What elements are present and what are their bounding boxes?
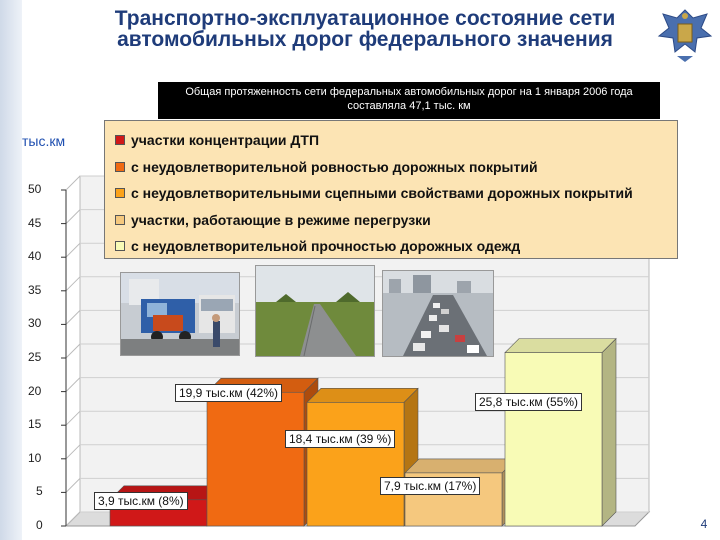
legend-item	[115, 127, 667, 154]
bar	[307, 402, 404, 526]
road-photo	[255, 265, 375, 357]
chart-legend	[104, 120, 678, 259]
bar-side	[602, 339, 616, 526]
bar-top	[505, 339, 616, 353]
gridline-diagonal	[66, 344, 80, 358]
gridline-diagonal	[66, 445, 80, 459]
gridline-diagonal	[66, 478, 80, 492]
gridline-diagonal	[66, 176, 80, 190]
page-title: Транспортно-эксплуатационное состояние сети автомобильных дорог федерального значения	[114, 7, 616, 51]
legend-item	[115, 154, 667, 181]
gridline-diagonal	[66, 378, 80, 392]
legend-swatch	[115, 215, 125, 225]
bar	[505, 353, 602, 526]
chart-subtitle: Общая протяженность сети федеральных автомобильных дорог на 1 января 2006 года составляла 47,1 тыс. км	[158, 82, 660, 119]
data-label: 18,4 тыс.км (39 %)	[285, 430, 395, 448]
legend-label: с неудовлетворительной ровностью дорожных покрытий	[131, 158, 538, 175]
y-tick-label: 5	[36, 484, 43, 499]
bar	[207, 392, 304, 526]
y-tick-label: 45	[28, 215, 42, 230]
y-tick-label: 20	[28, 383, 42, 398]
y-tick-label: 15	[28, 417, 42, 432]
y-tick-label: 25	[28, 350, 42, 364]
data-label: 19,9 тыс.км (42%)	[175, 384, 282, 402]
y-axis-unit-label: тыс.км	[22, 133, 66, 149]
y-tick-label: 50	[28, 182, 42, 196]
data-label: 7,9 тыс.км (17%)	[380, 477, 480, 495]
legend-label: участки, работающие в режиме перегрузки	[131, 211, 431, 228]
bar-top	[307, 388, 418, 402]
legend-label: с неудовлетворительными сцепными свойствами дорожных покрытий	[131, 185, 633, 202]
gridline-diagonal	[66, 277, 80, 291]
gridline-diagonal	[66, 210, 80, 224]
legend-swatch	[115, 241, 125, 251]
y-tick-label: 0	[36, 518, 43, 532]
page-number: 4	[700, 517, 708, 531]
legend-swatch	[115, 135, 125, 145]
bar-top	[405, 459, 516, 473]
legend-item	[115, 233, 667, 260]
y-tick-label: 35	[28, 282, 42, 297]
gridline-diagonal	[66, 243, 80, 257]
legend-item	[115, 207, 667, 234]
legend-swatch	[115, 188, 125, 198]
legend-swatch	[115, 162, 125, 172]
traffic-jam-photo	[382, 270, 494, 357]
data-label: 3,9 тыс.км (8%)	[94, 492, 188, 510]
gridline-diagonal	[66, 411, 80, 425]
legend-item	[115, 180, 667, 207]
legend-label: с неудовлетворительной прочностью дорожных одежд	[131, 238, 521, 255]
y-tick-label: 30	[28, 316, 42, 331]
y-tick-label: 10	[28, 450, 42, 465]
accident-photo	[120, 272, 240, 356]
data-label: 25,8 тыс.км (55%)	[475, 393, 582, 411]
gridline-diagonal	[66, 310, 80, 324]
legend-label: участки концентрации ДТП	[131, 132, 320, 149]
y-tick-label: 40	[28, 249, 42, 264]
